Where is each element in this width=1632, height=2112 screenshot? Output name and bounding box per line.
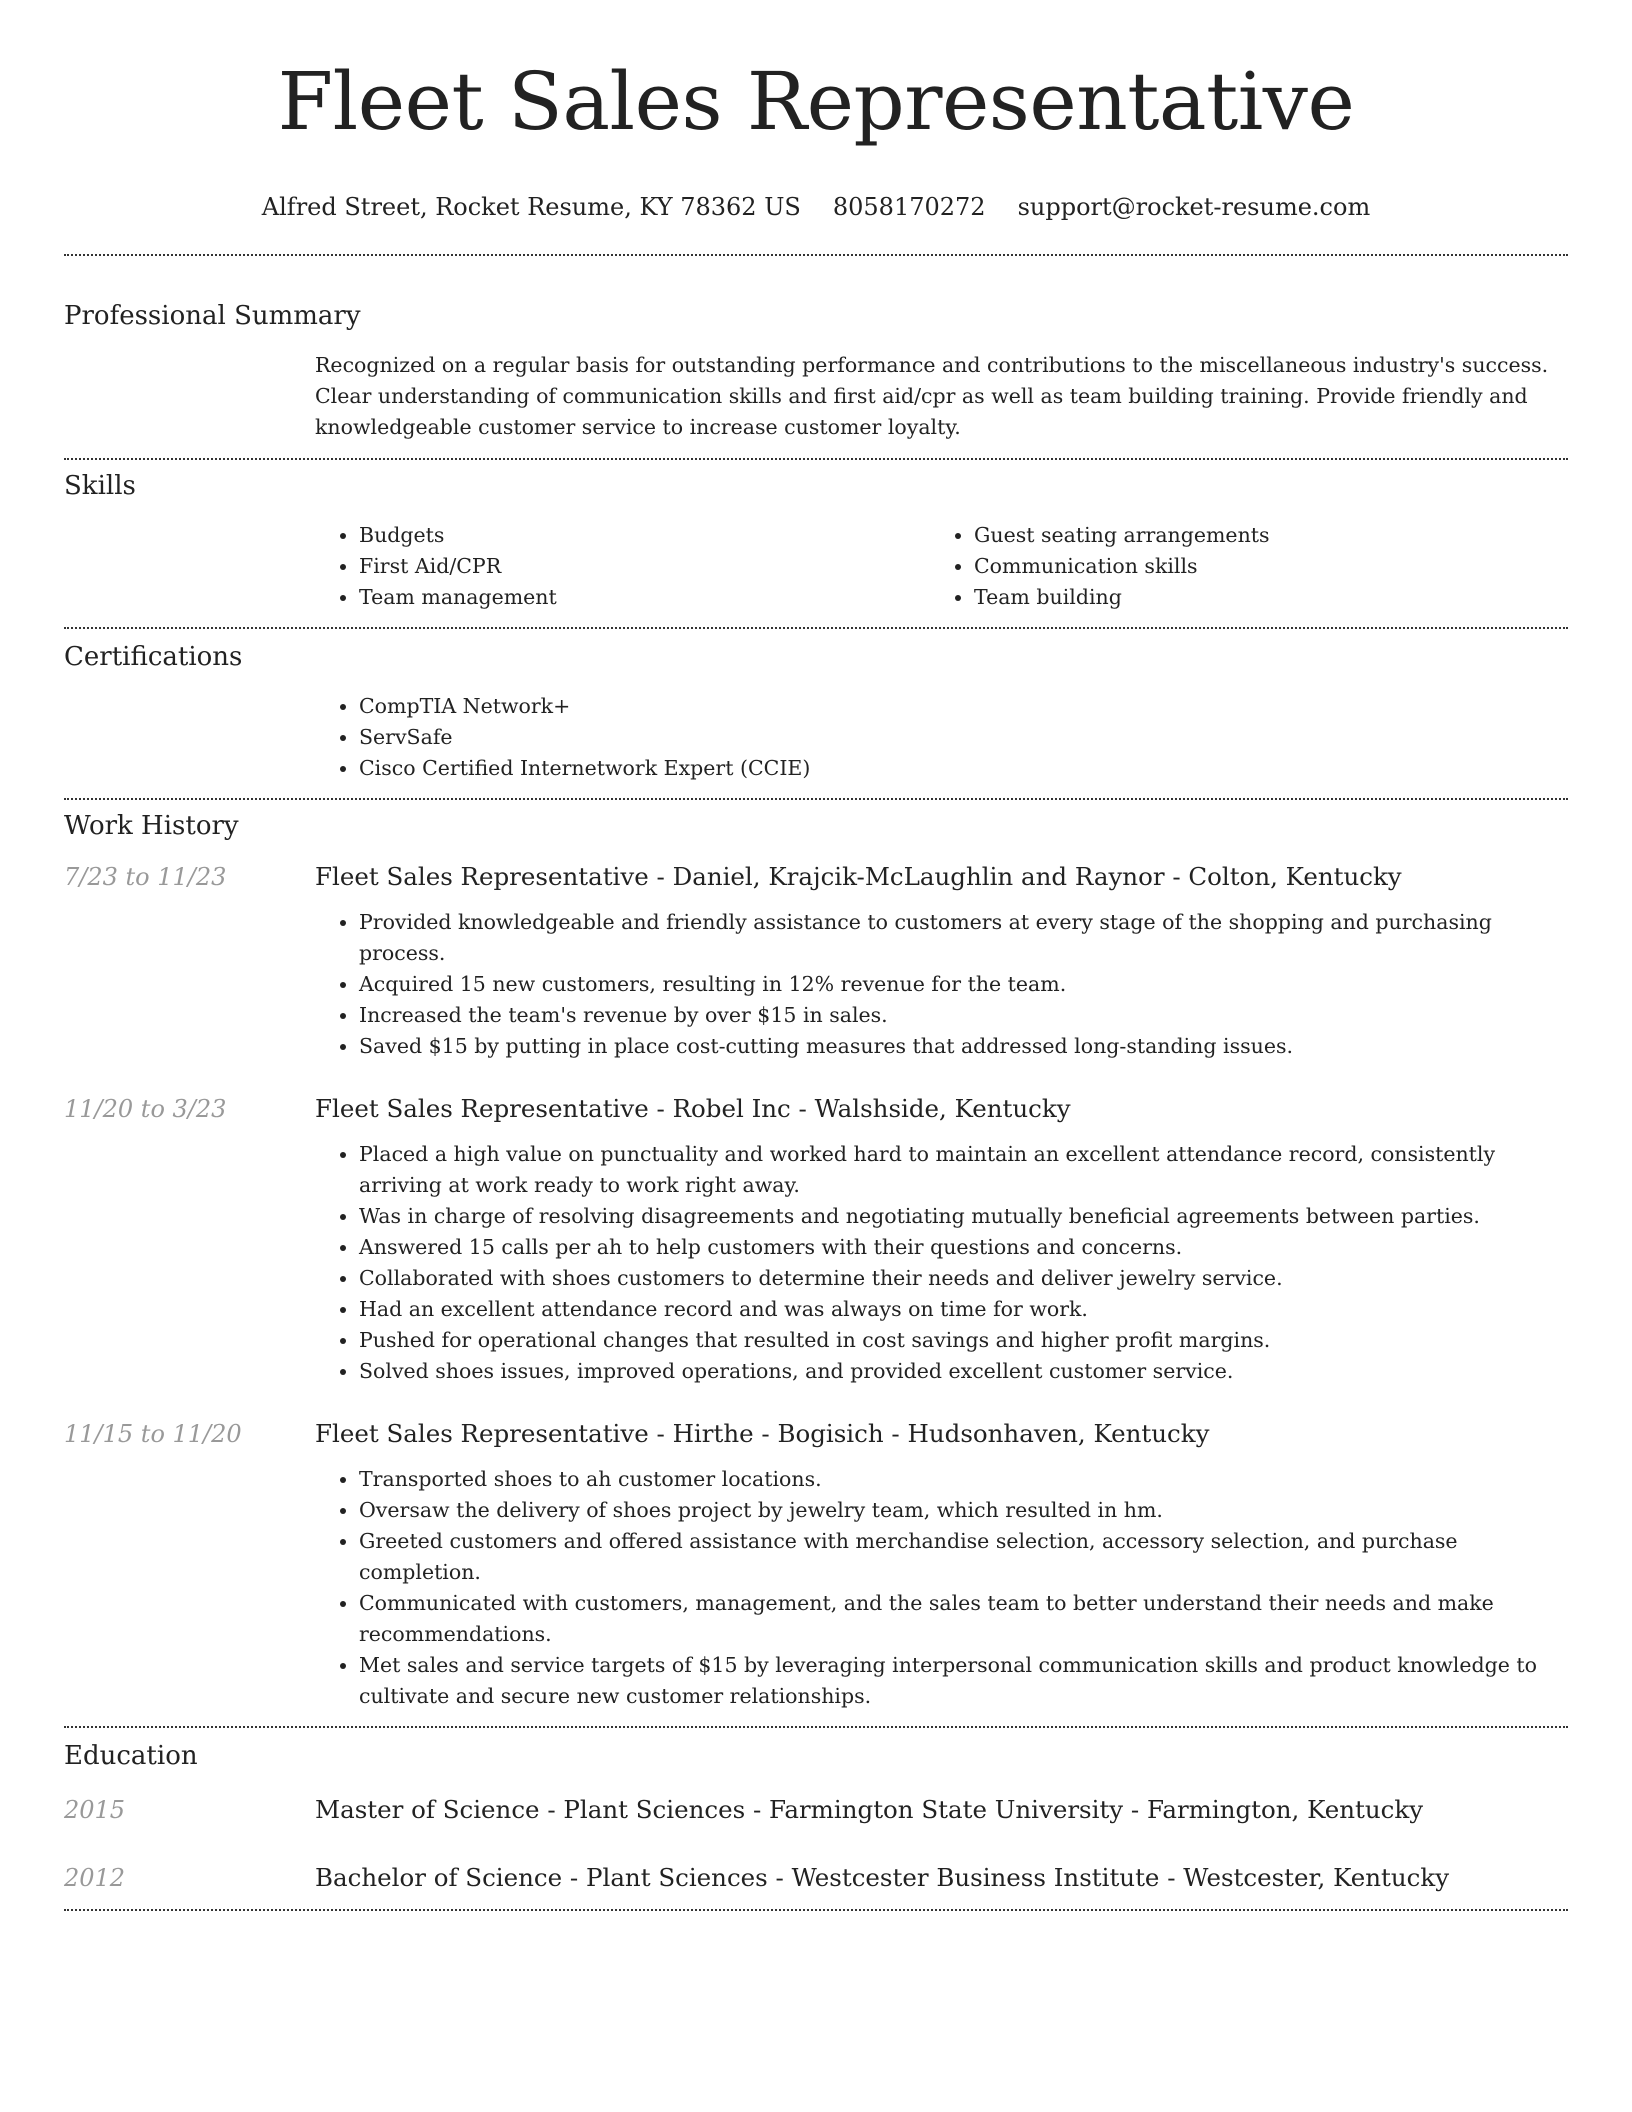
- certifications-list: [315, 691, 1568, 784]
- job-bullets: [315, 907, 1568, 1062]
- education-entry: [64, 1861, 1568, 1895]
- job-entry: [64, 1417, 1568, 1712]
- job-heading: Fleet Sales Representative - Robel Inc - Walshside, Kentucky: [315, 1094, 1071, 1123]
- section-divider: [64, 458, 1568, 460]
- education-year: 2015: [64, 1796, 126, 1824]
- list-item: • Guest seating arrangements: [974, 520, 1568, 551]
- list-item: • Answered 15 calls per ah to help customers with their questions and concerns.: [359, 1232, 1568, 1263]
- job-bullets: [315, 1464, 1568, 1712]
- job-entry: [64, 1092, 1568, 1387]
- education-degree: Master of Science - Plant Sciences - Farmington State University - Farmington, Kentucky: [315, 1795, 1424, 1824]
- job-heading: Fleet Sales Representative - Daniel, Krajcik-McLaughlin and Raynor - Colton, Kentucky: [315, 862, 1402, 891]
- section-divider: [64, 798, 1568, 800]
- list-item: • Team management: [359, 582, 930, 613]
- job-entry: [64, 860, 1568, 1062]
- list-item: • Pushed for operational changes that resulted in cost savings and higher profit margins.: [359, 1325, 1568, 1356]
- list-item: • Communicated with customers, management, and the sales team to better understand their needs and make recommendations.: [359, 1588, 1568, 1650]
- list-item: • Placed a high value on punctuality and worked hard to maintain an excellent attendance record, consistently arriving at work ready to work right away.: [359, 1139, 1568, 1201]
- education-degree: Bachelor of Science - Plant Sciences - Westcester Business Institute - Westcester, Kentucky: [315, 1863, 1450, 1892]
- skills-column-1: [315, 520, 930, 613]
- contact-line: [64, 192, 1568, 222]
- job-header: [64, 1417, 1568, 1451]
- education-entry: [64, 1793, 1568, 1827]
- list-item: • CompTIA Network+: [359, 691, 1568, 722]
- list-item: • Communication skills: [974, 551, 1568, 582]
- work-history-title: Work History: [64, 811, 239, 841]
- list-item: • Greeted customers and offered assistance with merchandise selection, accessory selection, and purchase completion.: [359, 1526, 1568, 1588]
- job-dates: 7/23 to 11/23: [64, 863, 227, 891]
- list-item: • Had an excellent attendance record and was always on time for work.: [359, 1294, 1568, 1325]
- education-title: Education: [64, 1741, 198, 1771]
- job-dates: 11/15 to 11/20: [64, 1420, 242, 1448]
- list-item: • Cisco Certified Internetwork Expert (CCIE): [359, 753, 1568, 784]
- list-item: • Collaborated with shoes customers to determine their needs and deliver jewelry service.: [359, 1263, 1568, 1294]
- list-item: • ServSafe: [359, 722, 1568, 753]
- contact-email: support@rocket-resume.com: [1017, 193, 1371, 221]
- education-year: 2012: [64, 1864, 126, 1892]
- list-item: • Oversaw the delivery of shoes project by jewelry team, which resulted in hm.: [359, 1495, 1568, 1526]
- job-duties: [315, 907, 1568, 1062]
- section-divider: [64, 1909, 1568, 1911]
- contact-phone: 8058170272: [832, 193, 986, 221]
- contact-address: Alfred Street, Rocket Resume, KY 78362 US: [261, 193, 801, 221]
- job-duties: [315, 1139, 1568, 1387]
- list-item: • Budgets: [359, 520, 930, 551]
- list-item: • Provided knowledgeable and friendly assistance to customers at every stage of the shopping and purchasing process.: [359, 907, 1568, 969]
- list-item: • Increased the team's revenue by over $15 in sales.: [359, 1000, 1568, 1031]
- certifications-title: Certifications: [64, 642, 243, 672]
- summary-title: Professional Summary: [64, 301, 361, 331]
- section-divider: [64, 627, 1568, 629]
- resume-name: Fleet Sales Representative: [277, 55, 1355, 148]
- section-divider: [64, 254, 1568, 256]
- list-item: • First Aid/CPR: [359, 551, 930, 582]
- job-heading: Fleet Sales Representative - Hirthe - Bogisich - Hudsonhaven, Kentucky: [315, 1419, 1210, 1448]
- skills-list: [315, 520, 1568, 613]
- list-item: • Was in charge of resolving disagreements and negotiating mutually beneficial agreements between parties.: [359, 1201, 1568, 1232]
- certifications-bullets: [315, 691, 1568, 784]
- job-header: [64, 1092, 1568, 1126]
- list-item: • Transported shoes to ah customer locations.: [359, 1464, 1568, 1495]
- list-item: • Acquired 15 new customers, resulting in 12% revenue for the team.: [359, 969, 1568, 1000]
- list-item: • Saved $15 by putting in place cost-cutting measures that addressed long-standing issues.: [359, 1031, 1568, 1062]
- job-bullets: [315, 1139, 1568, 1387]
- skills-title: Skills: [64, 471, 136, 501]
- job-header: [64, 860, 1568, 894]
- list-item: • Met sales and service targets of $15 by leveraging interpersonal communication skills and product knowledge to cultivate and secure new customer relationships.: [359, 1650, 1568, 1712]
- list-item: • Team building: [974, 582, 1568, 613]
- job-duties: [315, 1464, 1568, 1712]
- skills-column-2: [930, 520, 1568, 613]
- section-divider: [64, 1726, 1568, 1728]
- job-dates: 11/20 to 3/23: [64, 1095, 227, 1123]
- summary-text: Recognized on a regular basis for outstanding performance and contributions to the miscellaneous industry's success. Clear understanding of communication skills and first aid/cpr as well as team building training. Provide friendly and knowledgeable customer service to increase customer loyalty.: [315, 353, 1549, 439]
- list-item: • Solved shoes issues, improved operations, and provided excellent customer service.: [359, 1356, 1568, 1387]
